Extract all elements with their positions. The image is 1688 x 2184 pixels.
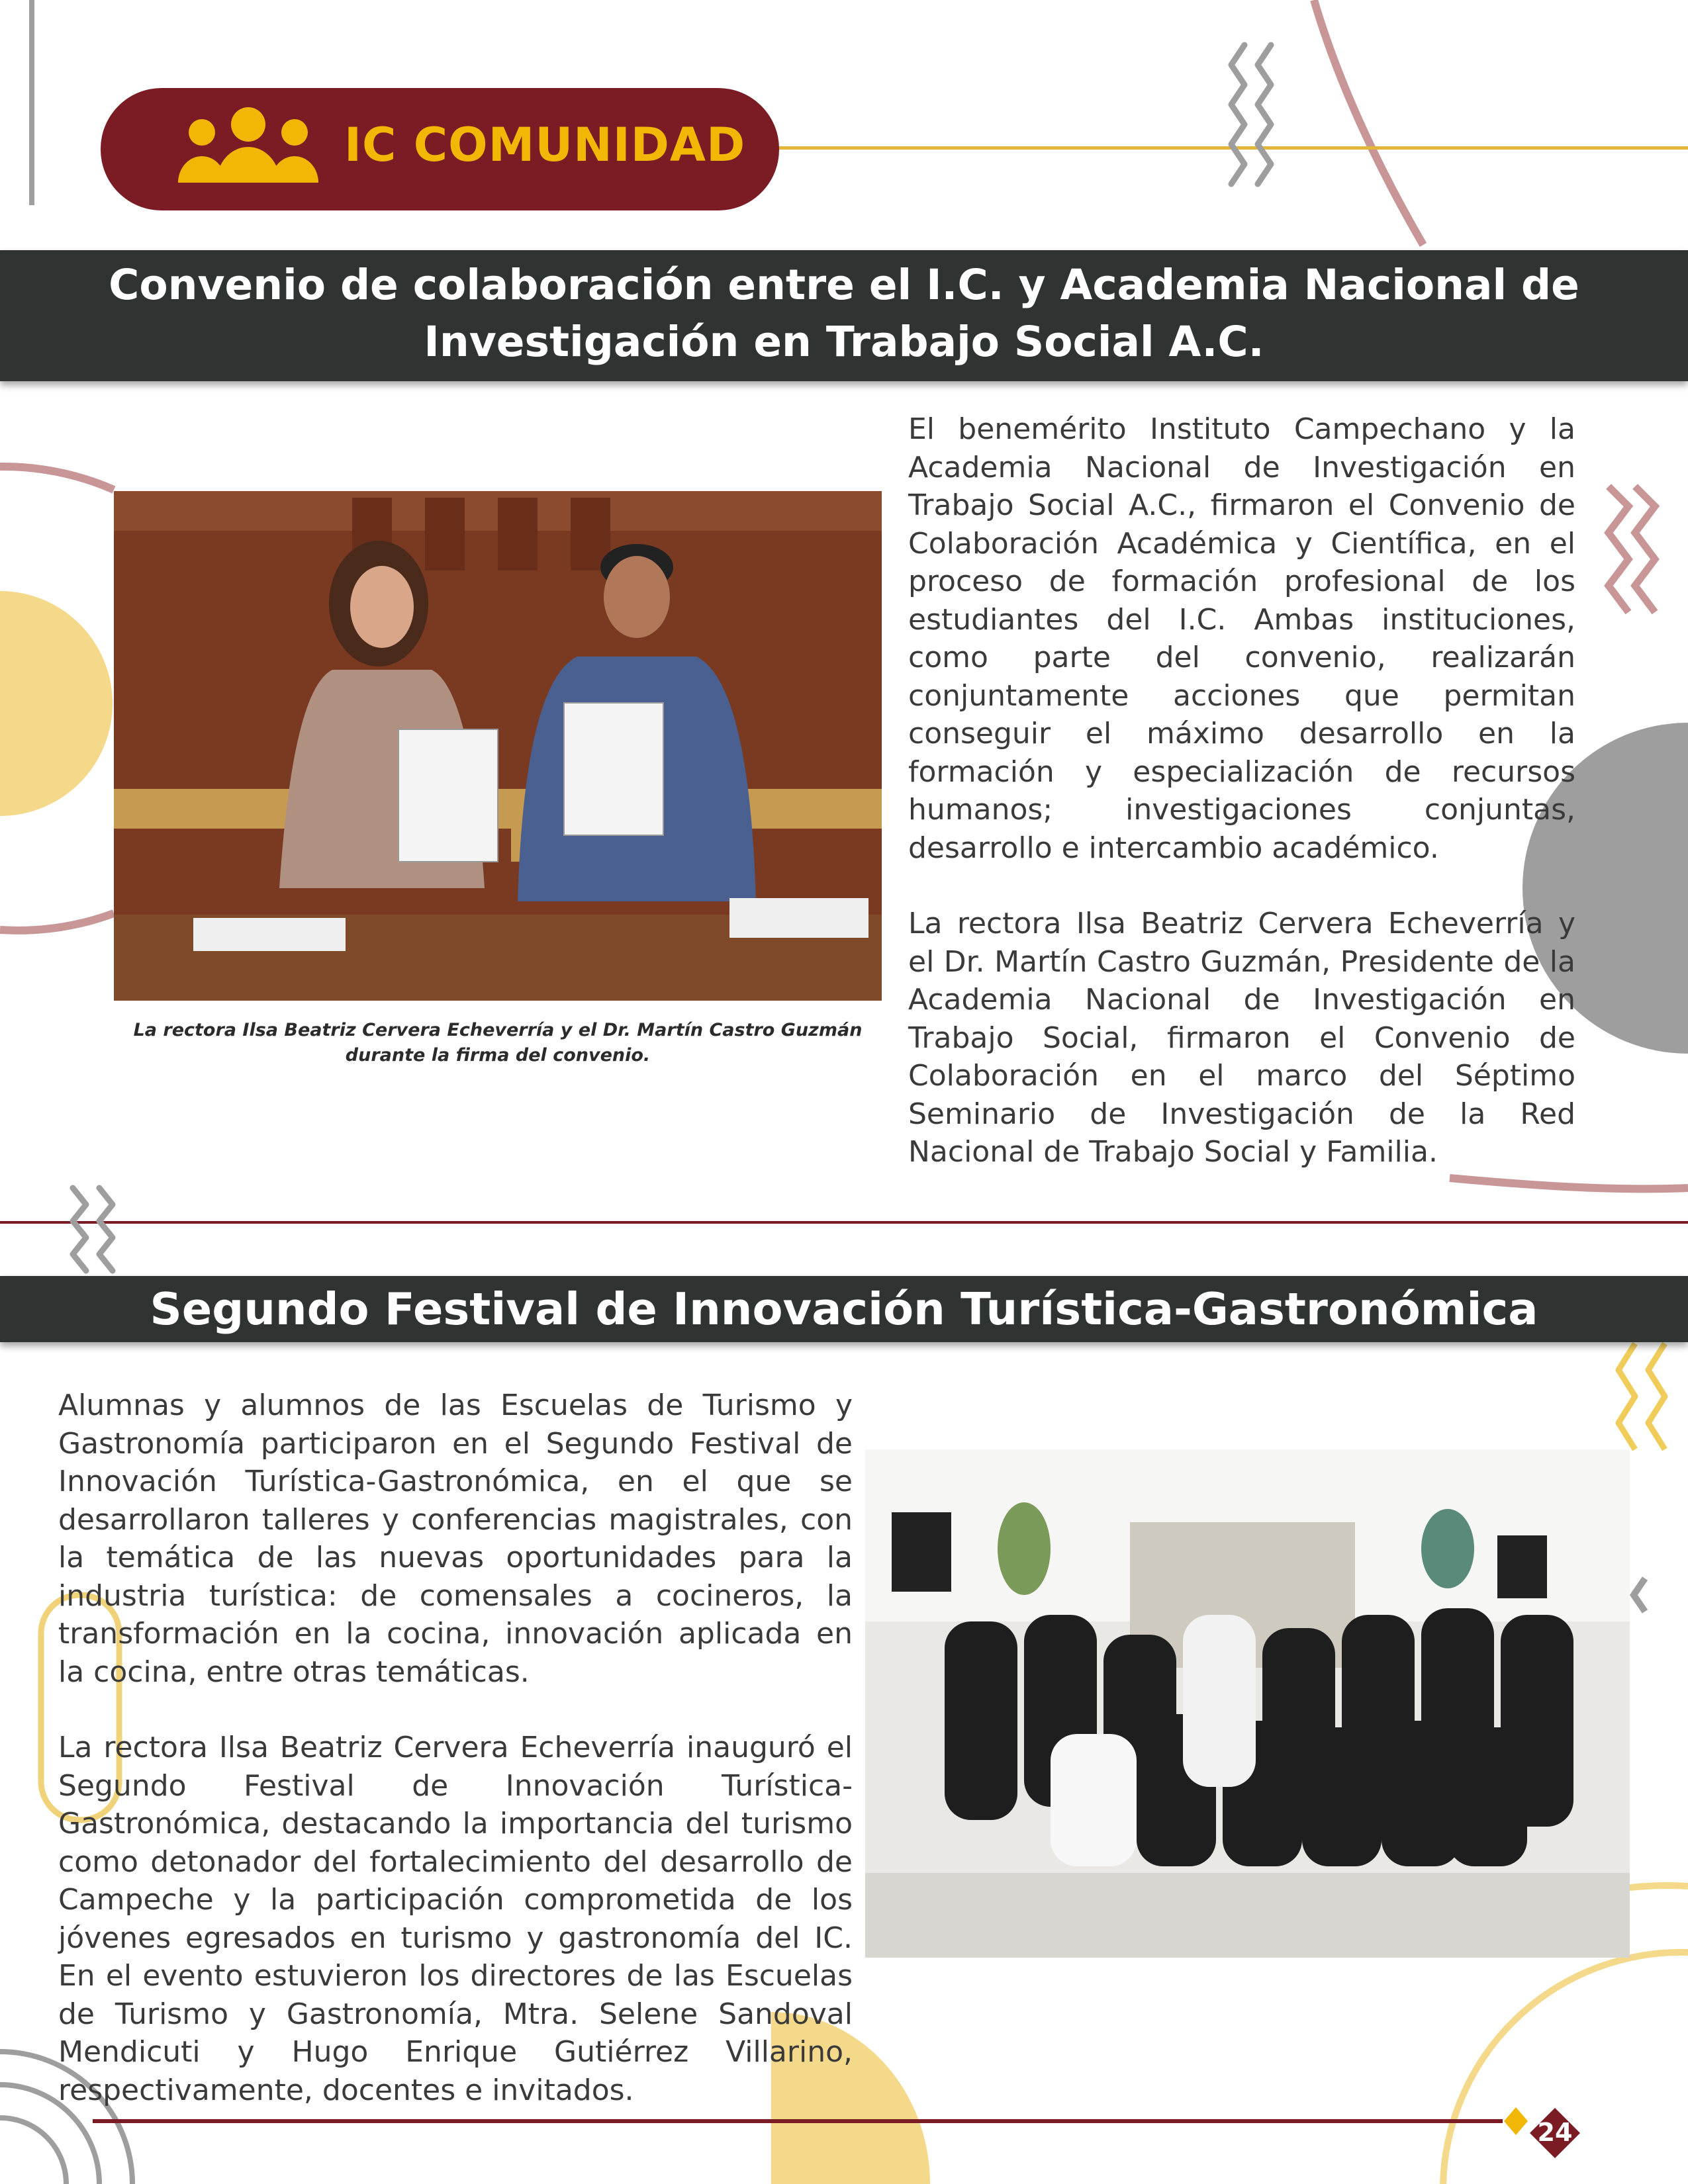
article2-body [58, 1387, 853, 2147]
maroon-divider [0, 1221, 1688, 1224]
section-label: IC COMUNIDAD [344, 118, 746, 172]
article2-title: Segundo Festival de Innovación Turística-Gastronómica [150, 1283, 1538, 1335]
yellow-half-circle-left [0, 591, 113, 816]
article1-paragraph: La rectora Ilsa Beatriz Cervera Echeverría y el Dr. Martín Castro Guzmán, Presidente de la Academia Nacional de Investigación en Trabajo Social, firmaron el Convenio de Colaboración en el marco del Séptimo Seminario de Investigación de la Red Nacional de Trabajo Social y Familia. [908, 907, 1575, 1169]
zigzag-middle-ornament [73, 1188, 113, 1271]
signing-photo-illustration [114, 491, 882, 1001]
people-group-icon [169, 106, 328, 185]
article2-title-bar [0, 1276, 1688, 1342]
chevron-right-ornament [1634, 1578, 1645, 1612]
zigzag-top-ornament [1231, 45, 1271, 184]
footer-gold-diamond [1504, 2107, 1528, 2135]
rose-arc-left [0, 467, 114, 490]
group-photo-illustration [865, 1449, 1630, 1958]
article2-paragraph: Alumnas y alumnos de las Escuelas de Turismo y Gastronomía participaron en el Segundo Festival de Innovación Turística-Gastronómica, en el que se desarrollaron talleres y conferencias magistrales, con la temática de las nuevas oportunidades para la industria turística: de comensales a cocineros, la transformación en la cocina, innovación aplicada en la cocina, entre otras temáticas. [58, 1388, 853, 1689]
article1-photo-caption: La rectora Ilsa Beatriz Cervera Echeverría y el Dr. Martín Castro Guzmán durante la firma del convenio. [133, 1020, 863, 1066]
page-number: 24 [1537, 2118, 1573, 2147]
zigzag-gold-ornament [1618, 1343, 1665, 1449]
article1-paragraph: El benemérito Instituto Campechano y la Academia Nacional de Investigación en Trabajo Social A.C., firmaron el Convenio de Colaboración Académica y Científica, en el proceso de formación profesional de los estudiantes del I.C. Ambas instituciones, como parte del convenio, realizarán conjuntamente acciones que permitan conseguir el máximo desarrollo en la formación y especialización de recursos humanos; investigaciones conjuntas, desarrollo e intercambio académico. [908, 412, 1575, 865]
article2-paragraph: La rectora Ilsa Beatriz Cervera Echeverría inauguró el Segundo Festival de Innovación Turística-Gastronómica, destacando la importancia del turismo como detonador del fortalecimiento del desarrollo de Campeche y la participación comprometida de los jóvenes egresados en turismo y gastronomía del IC. En el evento estuvieron los directores de las Escuelas de Turismo y Gastronomía, Mtra. Selene Sandoval Mendicuti y Hugo Enrique Gutiérrez Villarino, respectivamente, docentes e invitados. [58, 1731, 853, 2107]
rose-arc-top-right [1314, 0, 1423, 245]
article1-title: Convenio de colaboración entre el I.C. y Academia Nacional de Investigación en Trabajo Social A.C. [109, 261, 1579, 366]
zigzag-right-ornament [1609, 486, 1655, 612]
left-vertical-rule [29, 0, 34, 205]
article2-photo [865, 1449, 1630, 1958]
article1-photo [114, 491, 882, 1001]
article1-body [908, 410, 1575, 1209]
article1-title-bar [0, 250, 1688, 381]
rose-arc-left-lower [0, 913, 114, 931]
